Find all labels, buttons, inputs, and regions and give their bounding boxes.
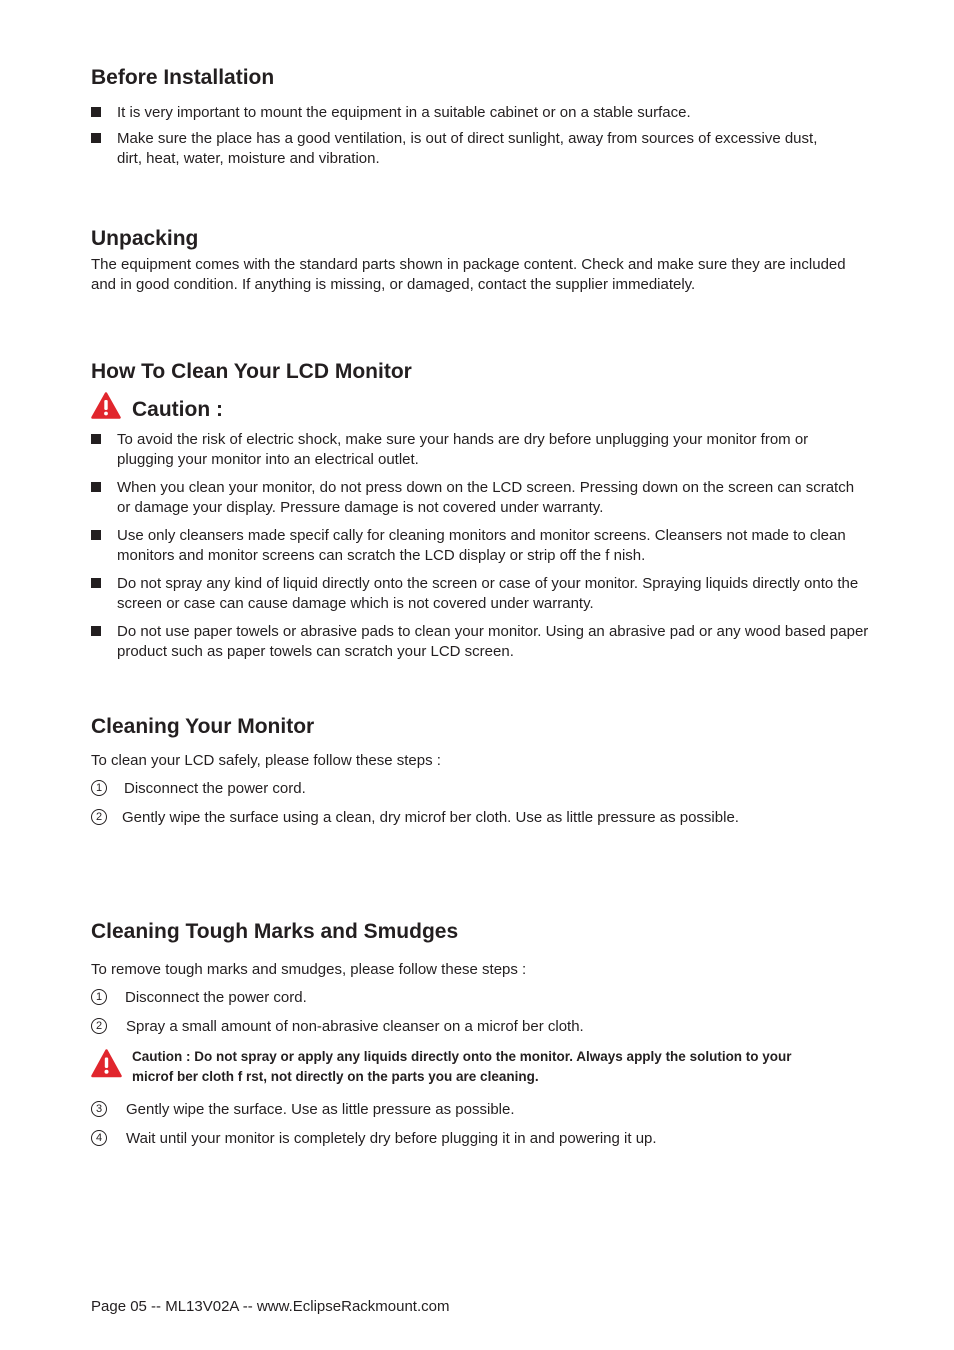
unpacking-text: The equipment comes with the standard parts shown in package content. Check and make sure they are included and in good condition. If anything is missing, or damaged, contact the supplier immediately. [91, 256, 846, 293]
bullet-square-icon [91, 482, 101, 492]
list-item [91, 574, 861, 614]
warning-icon [91, 1049, 122, 1078]
bullet-text: Do not use paper towels or abrasive pads to clean your monitor. Using an abrasive pad or any wood based paper product such as paper towels can scratch your LCD screen. [117, 623, 869, 660]
caution-note-line: microf ber cloth f rst, not directly on the parts you are cleaning. [132, 1069, 539, 1084]
bullet-square-icon [91, 133, 101, 143]
step-number-icon: 1 [91, 989, 107, 1005]
bullet-square-icon [91, 434, 101, 444]
caution-note-line: Caution : Do not spray or apply any liquids directly onto the monitor. Always apply the solution to your [132, 1049, 792, 1064]
step-text: Gently wipe the surface using a clean, dry microf ber cloth. Use as little pressure as possible. [122, 809, 739, 826]
bullet-square-icon [91, 626, 101, 636]
list-item [91, 430, 861, 470]
bullet-square-icon [91, 530, 101, 540]
step-text: Wait until your monitor is completely dry before plugging it in and powering it up. [126, 1130, 657, 1147]
heading-unpacking: Unpacking [91, 227, 199, 250]
list-item [91, 809, 881, 829]
step-text: Spray a small amount of non-abrasive cleanser on a microf ber cloth. [126, 1018, 584, 1035]
list-item [91, 1101, 881, 1121]
caution-label: Caution : [132, 398, 223, 421]
bullet-text: To avoid the risk of electric shock, make sure your hands are dry before unplugging your monitor from or plugging your monitor into an electrical outlet. [117, 431, 809, 468]
step-text: Disconnect the power cord. [124, 780, 306, 797]
bullet-text: Make sure the place has a good ventilation, is out of direct sunlight, away from sources of excessive dust, dirt, heat, water, moisture and vibration. [117, 130, 818, 167]
heading-cleaning-monitor: Cleaning Your Monitor [91, 715, 315, 738]
step-number-icon: 1 [91, 780, 107, 796]
list-item [91, 989, 881, 1009]
list-item [91, 1018, 881, 1038]
step-number-icon: 4 [91, 1130, 107, 1146]
bullet-text: When you clean your monitor, do not press down on the LCD screen. Pressing down on the screen can scratch or damage your display. Pressure damage is not covered under warranty. [117, 479, 855, 516]
list-item [91, 526, 861, 566]
bullet-square-icon [91, 578, 101, 588]
list-item [91, 129, 831, 169]
bullet-square-icon [91, 107, 101, 117]
caution-note [132, 1047, 852, 1087]
list-item [91, 780, 881, 800]
bullet-text: It is very important to mount the equipment in a suitable cabinet or on a stable surface. [117, 104, 691, 121]
heading-before-installation: Before Installation [91, 66, 275, 89]
step-text: Disconnect the power cord. [125, 989, 307, 1006]
bullet-text: Do not spray any kind of liquid directly onto the screen or case of your monitor. Spraying liquids directly onto the screen or case can cause damage which is not covered under warranty. [117, 575, 859, 612]
bullet-text: Use only cleansers made specif cally for cleaning monitors and monitor screens. Cleansers not made to clean monitors and monitor screens can scratch the LCD display or strip off the f nish. [117, 527, 846, 564]
cleaning-monitor-intro: To clean your LCD safely, please follow these steps : [91, 752, 441, 769]
page-footer: Page 05 -- ML13V02A -- www.EclipseRackmount.com [91, 1298, 450, 1315]
step-number-icon: 3 [91, 1101, 107, 1117]
list-item [91, 1130, 881, 1150]
warning-icon [91, 392, 121, 419]
list-item [91, 622, 886, 662]
list-item [91, 103, 881, 123]
step-text: Gently wipe the surface. Use as little pressure as possible. [126, 1101, 515, 1118]
tough-marks-intro: To remove tough marks and smudges, please follow these steps : [91, 961, 527, 978]
heading-how-to-clean: How To Clean Your LCD Monitor [91, 360, 412, 383]
list-item [91, 478, 861, 518]
heading-tough-marks: Cleaning Tough Marks and Smudges [91, 920, 459, 943]
step-number-icon: 2 [91, 809, 107, 825]
step-number-icon: 2 [91, 1018, 107, 1034]
